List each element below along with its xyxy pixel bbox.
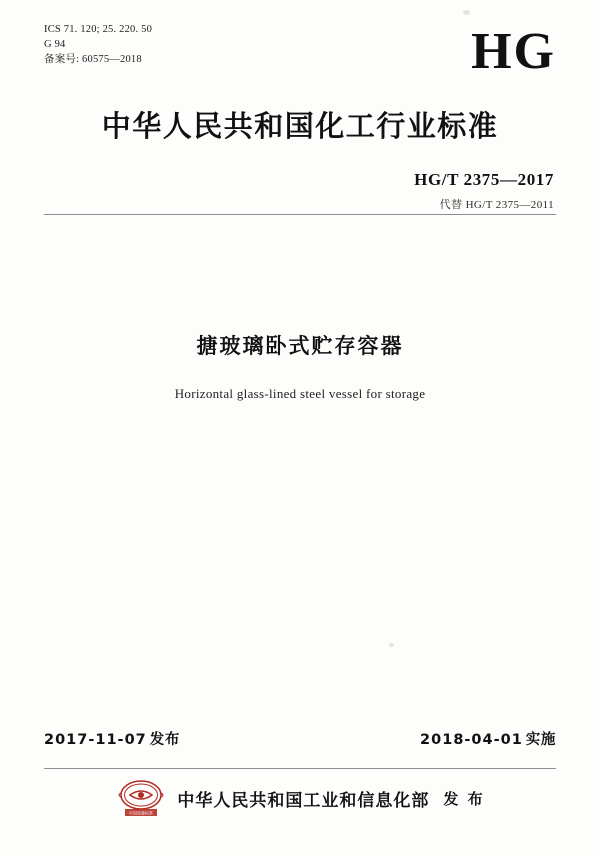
- issuer-publish-label: 发 布: [443, 789, 485, 808]
- standard-number-block: [414, 170, 554, 212]
- effective-date: 2018-04-01: [420, 732, 523, 748]
- effective-date-group: [420, 728, 556, 749]
- document-title-chinese: 搪玻璃卧式贮存容器: [196, 334, 404, 358]
- scan-speck: [389, 643, 394, 647]
- issue-date-label: 发布: [149, 732, 180, 748]
- ics-classification-block: [44, 22, 152, 67]
- dates-row: [44, 728, 556, 749]
- issuer-row: [0, 778, 600, 818]
- footer-divider: [44, 768, 556, 769]
- hg-logo: HG: [471, 23, 556, 80]
- issuer-name: 中华人民共和国工业和信息化部: [177, 790, 430, 811]
- standard-series-title: 中华人民共和国化工行业标准: [101, 109, 499, 143]
- standard-replaces: 代替 HG/T 2375—2011: [439, 199, 554, 211]
- document-title-english: Horizontal glass-lined steel vessel for storage: [174, 386, 426, 401]
- ics-line-1: ICS 71. 120; 25. 220. 50: [44, 24, 153, 35]
- ics-line-2: G 94: [44, 39, 66, 50]
- standard-number: HG/T 2375—2017: [414, 170, 554, 189]
- scan-speck: [463, 10, 470, 15]
- header-divider: [44, 214, 556, 215]
- issue-date: 2017-11-07: [44, 732, 147, 748]
- filing-number-line: 备案号: 60575—2018: [44, 54, 142, 65]
- national-emblem-icon: [115, 778, 167, 818]
- issue-date-group: [44, 728, 180, 749]
- effective-date-label: 实施: [525, 732, 556, 748]
- svg-text:中国质量标准: 中国质量标准: [129, 810, 154, 816]
